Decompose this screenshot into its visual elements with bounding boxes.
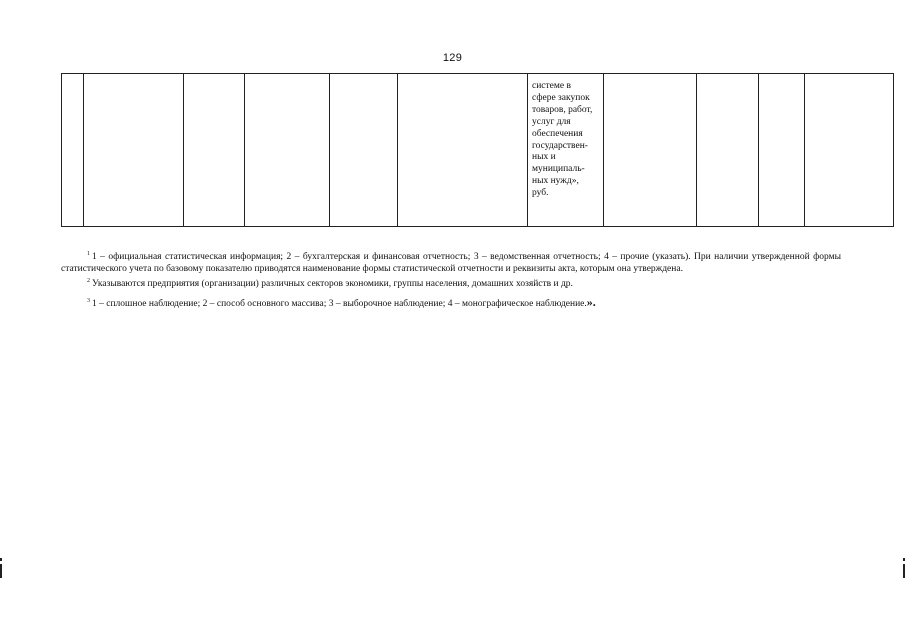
- footnote-text: 1 – сплошное наблюдение; 2 – способ основного массива; 3 – выборочное наблюдение; 4 – монографическое наблюдение.: [92, 298, 587, 309]
- table-cell-11: [805, 74, 894, 227]
- footnote-1: [61, 249, 841, 275]
- edge-mark-dot: [0, 558, 2, 561]
- table-cell-10: [759, 74, 805, 227]
- data-table: [61, 73, 894, 227]
- left-edge-mark: [0, 558, 2, 578]
- table-cell-9: [697, 74, 759, 227]
- cell-text-line: системе в: [532, 81, 571, 91]
- footnote-3: [61, 296, 841, 311]
- footnote-text: Указываются предприятия (организации) различных секторов экономики, группы населения, домашних хозяйств и др.: [92, 279, 573, 290]
- cell-text-line: муниципаль-: [532, 164, 585, 175]
- footnote-marker: 3: [87, 297, 90, 304]
- table-cell-7: [528, 74, 604, 227]
- closing-quote: ».: [586, 294, 596, 309]
- cell-text-line: ных нужд»,: [532, 176, 579, 187]
- table-cell-5: [330, 74, 398, 227]
- footnote-2: [61, 276, 841, 291]
- page-number: 129: [442, 52, 463, 64]
- footnote-text: 1 – официальная статистическая информация; 2 – бухгалтерская и финансовая отчетность; 3 – ведомственная отчетность; 4 – прочие (указать). При наличии утвержденной формы статистического учета по базовому показателю приводятся наименование формы статистической отчетности и реквизиты акта, которым она утверждена.: [61, 252, 841, 274]
- footnote-marker: 2: [87, 278, 90, 285]
- table-cell-2: [84, 74, 184, 227]
- table-cell-4: [245, 74, 330, 227]
- table-cell-3: [184, 74, 245, 227]
- footnotes: [61, 249, 841, 310]
- cell-text-line: обеспечения: [532, 128, 583, 139]
- cell-text-line: услуг для: [532, 116, 571, 127]
- edge-mark-bar: [0, 564, 2, 578]
- cell-text-line: ных и: [532, 152, 556, 163]
- table-cell-6: [398, 74, 528, 227]
- table-row: [62, 74, 894, 227]
- footnote-marker: 1: [87, 251, 90, 257]
- table-cell-8: [604, 74, 697, 227]
- cell-text-line: товаров, работ,: [532, 104, 593, 115]
- cell-text-line: сфере закупок: [532, 92, 590, 103]
- cell-text-line: государствен-: [532, 140, 588, 151]
- table-cell-1: [62, 74, 84, 227]
- cell-text-line: руб.: [532, 188, 549, 199]
